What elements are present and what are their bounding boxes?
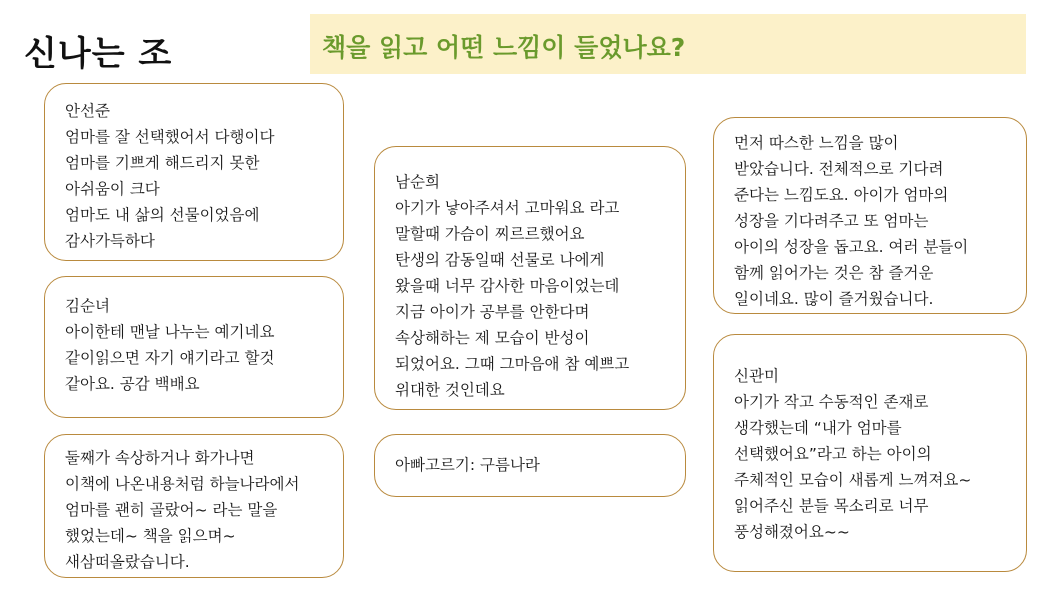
comment-card-dad-choice (374, 434, 686, 497)
card-line: 먼저 따스한 느낌을 많이 (734, 134, 899, 152)
card-line: 성장을 기다려주고 또 엄마는 (734, 212, 929, 230)
card-author: 신관미 (734, 367, 779, 385)
card-line: 엄마를 괜히 골랐어~ 라는 말을 (65, 501, 278, 519)
card-line: 속상해하는 제 모습이 반성이 (395, 329, 590, 347)
question-banner (310, 14, 1026, 74)
comment-card-nam-sunhee (374, 146, 686, 410)
card-author: 김순녀 (65, 297, 110, 315)
card-line: 받았습니다. 전체적으로 기다려 (734, 160, 944, 178)
card-line: 생각했는데 “내가 엄마를 (734, 419, 902, 437)
card-line: 아이한테 맨날 나누는 예기네요 (65, 323, 275, 341)
card-line: 엄마를 기쁘게 해드리지 못한 (65, 154, 260, 172)
card-line: 왔을때 너무 감사한 마음이었는데 (395, 277, 620, 295)
card-line: 준다는 느낌도요. 아이가 엄마의 (734, 186, 949, 204)
card-line: 선택했어요”라고 하는 아이의 (734, 445, 932, 463)
card-line: 지금 아이가 공부를 안한다며 (395, 303, 590, 321)
card-line: 했었는데~ 책을 읽으며~ (65, 527, 236, 545)
card-line: 말할때 가슴이 찌르르했어요 (395, 225, 585, 243)
card-line: 함께 읽어가는 것은 참 즐거운 (734, 264, 934, 282)
comment-card-warm-feeling (713, 117, 1027, 314)
card-line: 엄마도 내 삶의 선물이었음에 (65, 206, 260, 224)
card-line: 이책에 나온내용처럼 하늘나라에서 (65, 475, 300, 493)
card-line: 아기가 낳아주셔서 고마워요 라고 (395, 199, 620, 217)
card-author: 남순희 (395, 173, 440, 191)
card-line: 풍성해졌어요~~ (734, 523, 850, 541)
page-title: 신나는 조 (24, 34, 173, 74)
card-line: 감사가득하다 (65, 232, 155, 250)
card-line: 아쉬움이 크다 (65, 180, 160, 198)
comment-card-second-child (44, 434, 344, 578)
card-line: 아빠고르기: 구름나라 (395, 456, 540, 474)
comment-card-an-seonjun (44, 83, 344, 261)
card-line: 아기가 작고 수동적인 존재로 (734, 393, 929, 411)
card-line: 읽어주신 분들 목소리로 너무 (734, 497, 929, 515)
card-line: 위대한 것인데요 (395, 381, 505, 399)
card-line: 주체적인 모습이 새롭게 느껴져요~ (734, 471, 972, 489)
comment-card-shin-gwanmi (713, 334, 1027, 572)
card-line: 탄생의 감동일때 선물로 나에게 (395, 251, 605, 269)
question-text: 책을 읽고 어떤 느낌이 들었나요? (322, 33, 686, 62)
card-line: 새삼떠올랐습니다. (65, 553, 190, 571)
card-line: 엄마를 잘 선택했어서 다행이다 (65, 128, 275, 146)
card-line: 되었어요. 그때 그마음애 참 예쁘고 (395, 355, 630, 373)
card-line: 둘째가 속상하거나 화가나면 (65, 449, 255, 467)
card-author: 안선준 (65, 102, 110, 120)
card-line: 아이의 성장을 돕고요. 여러 분들이 (734, 238, 969, 256)
card-line: 같이읽으면 자기 얘기라고 할것 (65, 349, 275, 367)
card-line: 같아요. 공감 백배요 (65, 375, 200, 393)
card-line: 일이네요. 많이 즐거웠습니다. (734, 290, 934, 308)
comment-card-kim-sunnyeo (44, 276, 344, 418)
